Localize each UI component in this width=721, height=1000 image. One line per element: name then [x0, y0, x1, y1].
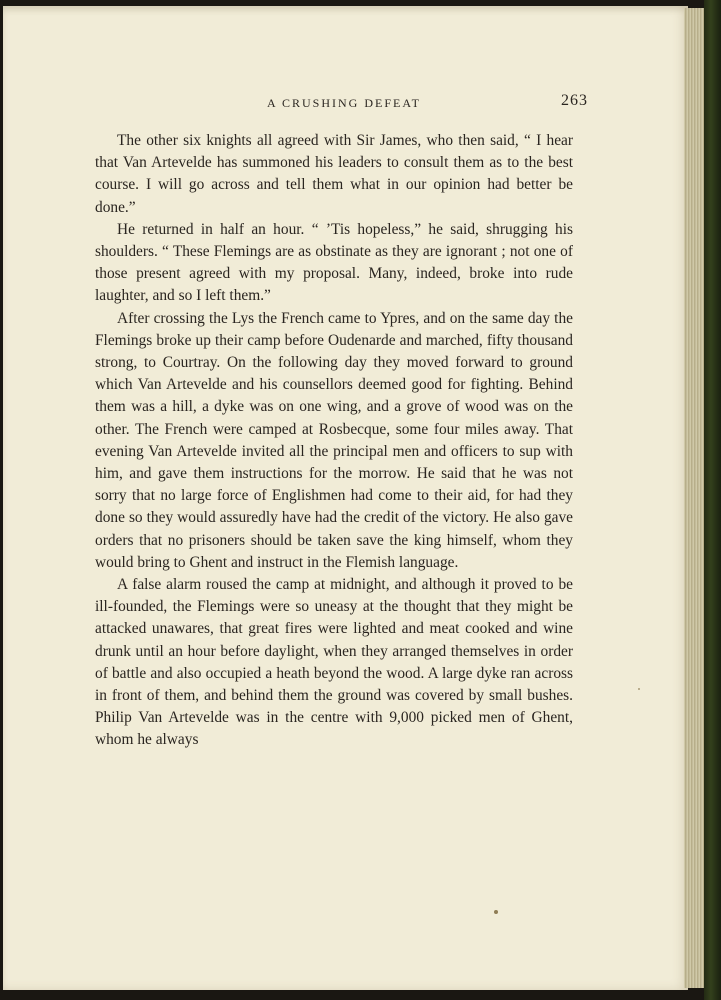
bottom-edge: [0, 990, 704, 1000]
page-number: 263: [561, 92, 588, 109]
paper-speck-small: [638, 688, 640, 690]
book-spine: [704, 0, 721, 1000]
running-head: A CRUSHING DEFEAT: [266, 96, 421, 110]
page-header: [100, 92, 588, 116]
paragraph-1: The other six knights all agreed with Sir James, who then said, “ I hear that Van Artevelde has summoned his leaders to consult them as to the best course. I will go across and tell them what in our opinion had better be done.”: [95, 132, 573, 216]
paragraph-3: After crossing the Lys the French came to Ypres, and on the same day the Flemings broke up their camp before Oudenarde and marched, fifty thousand strong, to Courtray. On the following day they moved forward to ground which Van Artevelde and his counsellors deemed good for fighting. Behind them was a hill, a dyke was on one wing, and a grove of wood was on the other. The French were camped at Rosbecque, some four miles away. That evening Van Artevelde invited all the principal men and officers to sup with him, and gave them instructions for the morrow. He said that he was not sorry that no large force of Englishmen had come to their aid, for had they done so they would assuredly have had the credit of the victory. He also gave orders that no prisoners should be taken save the king himself, whom they would bring to Ghent and instruct in the Flemish language.: [95, 309, 573, 571]
paragraph-4: A false alarm roused the camp at midnight, and although it proved to be ill-founded, the Flemings were so uneasy at the thought that they might be attacked unawares, that great fires were lighted and meat cooked and wine drunk until an hour before daylight, when they arranged themselves in order of battle and also occupied a heath beyond the wood. A large dyke ran across in front of them, and behind them the ground was covered by small bushes. Philip Van Artevelde was in the centre with 9,000 picked men of Ghent, whom he always: [95, 576, 573, 749]
paragraph-2: He returned in half an hour. “ ’Tis hopeless,” he said, shrugging his shoulders. “ These Flemings are as obstinate as they are ignorant ; not one of those present agreed with my proposal. Many, indeed, broke into rude laughter, and so I left them.”: [95, 220, 573, 305]
page-edges: [684, 8, 706, 988]
body-text: [95, 130, 573, 752]
paper-speck: [494, 910, 498, 914]
